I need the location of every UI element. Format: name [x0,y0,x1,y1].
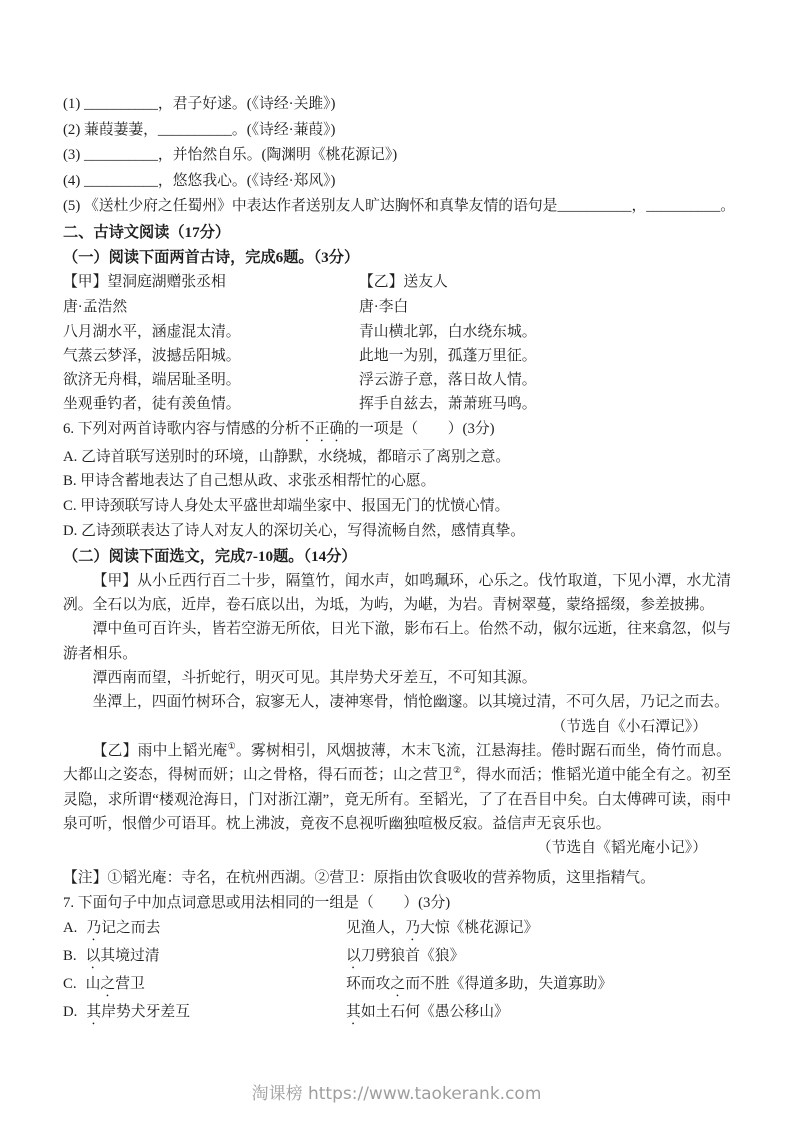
poem-yi-line: 此地一为别，孤蓬万里征。 [359,347,537,364]
option-a-right-post: 大惊《桃花源记》 [420,919,539,936]
option-b-left-dotted-char: 以 [85,947,101,964]
poem-jia-line: 坐观垂钓者，徒有羡鱼情。 [63,396,241,413]
passage-jia-source: （节选自《小石潭记》） [551,718,707,735]
question-7-option-d [63,1000,731,1028]
poem-yi-author: 唐·李白 [359,298,409,315]
watermark-footer: 淘课榜 https://www.taokerank.com [251,1084,542,1104]
option-b-left-post: 其境过清 [100,947,160,964]
option-c-left-phrase [63,972,346,1000]
dictation-section [63,92,736,220]
poem-comparison [63,270,731,417]
section-2-heading: 二、古诗文阅读（17分） [63,223,231,241]
dictation-item-3: (3) __________，并怡然自乐。(陶渊明《桃花源记》) [63,147,398,163]
option-d-right-dotted-char: 其 [346,1003,361,1020]
dictation-item-1: (1) __________，君子好逑。(《诗经·关雎》) [63,96,336,112]
poem-yi-line: 青山横北郭，白水绕东城。 [359,323,537,340]
poem-jia-author: 唐·孟浩然 [63,298,128,315]
question-6-option-c: C. 甲诗颈联写诗人身处太平盛世却端坐家中、报国无门的忧愤心情。 [63,498,510,515]
question-6-option-d: D. 乙诗颈联表达了诗人对友人的深切关心，写得流畅自然，感情真挚。 [63,523,525,540]
option-c-left-pre: 山 [85,975,101,992]
poem-jia [63,270,359,417]
question-6-emphasized-word: 不正确 [299,420,345,437]
question-6-stem-pre: 6. 下列对两首诗歌内容与情感的分析 [63,420,300,437]
option-c-right-pre: 环而攻 [346,975,391,992]
passage-yi-source: （节选自《韬光庵小记》） [536,840,707,857]
part-2-heading: （二）阅读下面选文，完成7-10题。（14分） [63,547,357,565]
passage-jia-paragraph-3: 潭西南而望，斗折蛇行，明灭可见。其岸势犬牙差互，不可知其源。 [92,670,537,687]
option-d-left-post: 岸势犬牙差互 [101,1003,190,1020]
option-b-right-dotted-char: 以 [346,947,361,964]
question-7-option-a [63,916,731,944]
option-c-right-post: 而不胜《得道多助，失道寡助》 [405,975,613,992]
option-c-right-phrase [346,972,731,1000]
poem-jia-line: 八月湖水平，涵虚混太清。 [63,323,241,340]
passage-yi-text-post: ，得水而活；惟韬光道中能全有之。初至灵隐，求所谓“楼观沧海日，门对浙江潮”，竟无所有。至韬光，了了在吾目中矣。白太傅碑可读，雨中泉可听，恨僧少可语耳。枕上沸波，竟夜不息视听幽独喧极反寂。益信声无哀乐也。 [63,767,731,832]
option-b-right-phrase [346,944,731,972]
question-6-option-b: B. 甲诗含蓄地表达了自己想从政、求张丞相帮忙的心愿。 [63,473,436,490]
passage-jia-paragraph-2: 潭中鱼可百许头，皆若空游无所依，日光下澈，影布石上。佁然不动，俶尔远逝，往来翕忽，似与游者相乐。 [63,621,731,662]
poem-jia-title: 【甲】望洞庭湖赠张丞相 [63,273,226,290]
option-d-left-phrase [63,1000,346,1028]
option-a-label: A. [63,919,78,936]
poem-jia-line: 欲济无舟楫，端居耻圣明。 [63,372,241,389]
option-b-label: B. [63,947,77,964]
option-d-label: D. [63,1003,78,1020]
question-6-stem [63,417,731,445]
passage-jia-paragraph-4: 坐潭上，四面竹树环合，寂寥无人，凄神寒骨，悄怆幽邃。以其境过清，不可久居，乃记之而去。 [92,694,729,711]
exam-content [63,92,736,1028]
option-c-left-post: 营卫 [115,975,145,992]
poem-yi-line: 挥手自兹去，萧萧班马鸣。 [359,396,537,413]
passage-yi-text-mid: 。雾树相引，风烟披薄，木末飞流，江悬海挂。倦时踞石而坐，倚竹而息。大都山之姿态，得树而妍；山之骨格，得石而苍；山之营卫 [63,742,731,784]
poem-yi-line: 浮云游子意，落日故人情。 [359,372,537,389]
poem-yi [359,270,655,417]
option-a-right-pre: 见渔人， [346,919,406,936]
option-b-left-phrase [63,944,346,972]
question-7-option-c [63,972,731,1000]
option-c-label: C. [63,975,77,992]
option-b-right-post: 刀劈狼首《狼》 [360,947,465,964]
footnote-marker-2: ② [452,765,462,776]
option-a-left-post: 记之而去 [101,919,161,936]
option-d-right-phrase [346,1000,731,1028]
option-d-right-post: 如土石何《愚公移山》 [360,1003,509,1020]
option-a-right-phrase [346,916,731,944]
option-a-left-dotted-char: 乃 [86,919,102,936]
question-6-stem-post: 的一项是（ ）(3分) [344,420,495,437]
footnote-marker-1: ① [227,741,236,752]
question-7-option-b [63,944,731,972]
poem-yi-title: 【乙】送友人 [359,273,448,290]
dictation-item-4: (4) __________，悠悠我心。(《诗经·郑风》) [63,172,336,189]
dictation-item-2: (2) 蒹葭萋萋，__________。(《诗经·蒹葭》) [63,121,336,138]
option-c-left-dotted-char: 之 [100,975,116,992]
passage-jia-paragraph-1: 【甲】从小丘西行百二十步，隔篁竹，闻水声，如鸣珮环，心乐之。伐竹取道，下见小潭，水尤清冽。全石以为底，近岸，卷石底以出，为坻，为屿，为嵁，为岩。青树翠蔓，蒙络摇缀，参差披拂。 [63,572,731,614]
option-c-right-dotted-char: 之 [390,975,406,992]
poem-jia-line: 气蒸云梦泽，波撼岳阳城。 [63,347,241,364]
option-a-right-dotted-char: 乃 [405,919,421,936]
footnotes-line: 【注】①韬光庵：寺名，在杭州西湖。②营卫：原指由饮食吸收的营养物质，这里指精气。 [63,870,655,887]
question-7-stem: 7. 下面句子中加点词意思或用法相同的一组是（ ）(3分) [63,894,451,911]
part-1-heading: （一）阅读下面两首古诗，完成6题。（3分） [63,248,360,266]
option-d-left-dotted-char: 其 [86,1003,102,1020]
question-6-option-a: A. 乙诗首联写送别时的环境，山静默，水绕城，都暗示了离别之意。 [63,448,511,465]
dictation-item-5: (5) 《送杜少府之任蜀州》中表达作者送别友人旷达胸怀和真挚友情的语句是__________，__________。 [63,198,736,214]
passage-yi-paragraph [63,739,731,836]
passage-yi-text-pre: 【乙】雨中上韬光庵 [92,742,228,759]
option-a-left-phrase [63,916,346,944]
